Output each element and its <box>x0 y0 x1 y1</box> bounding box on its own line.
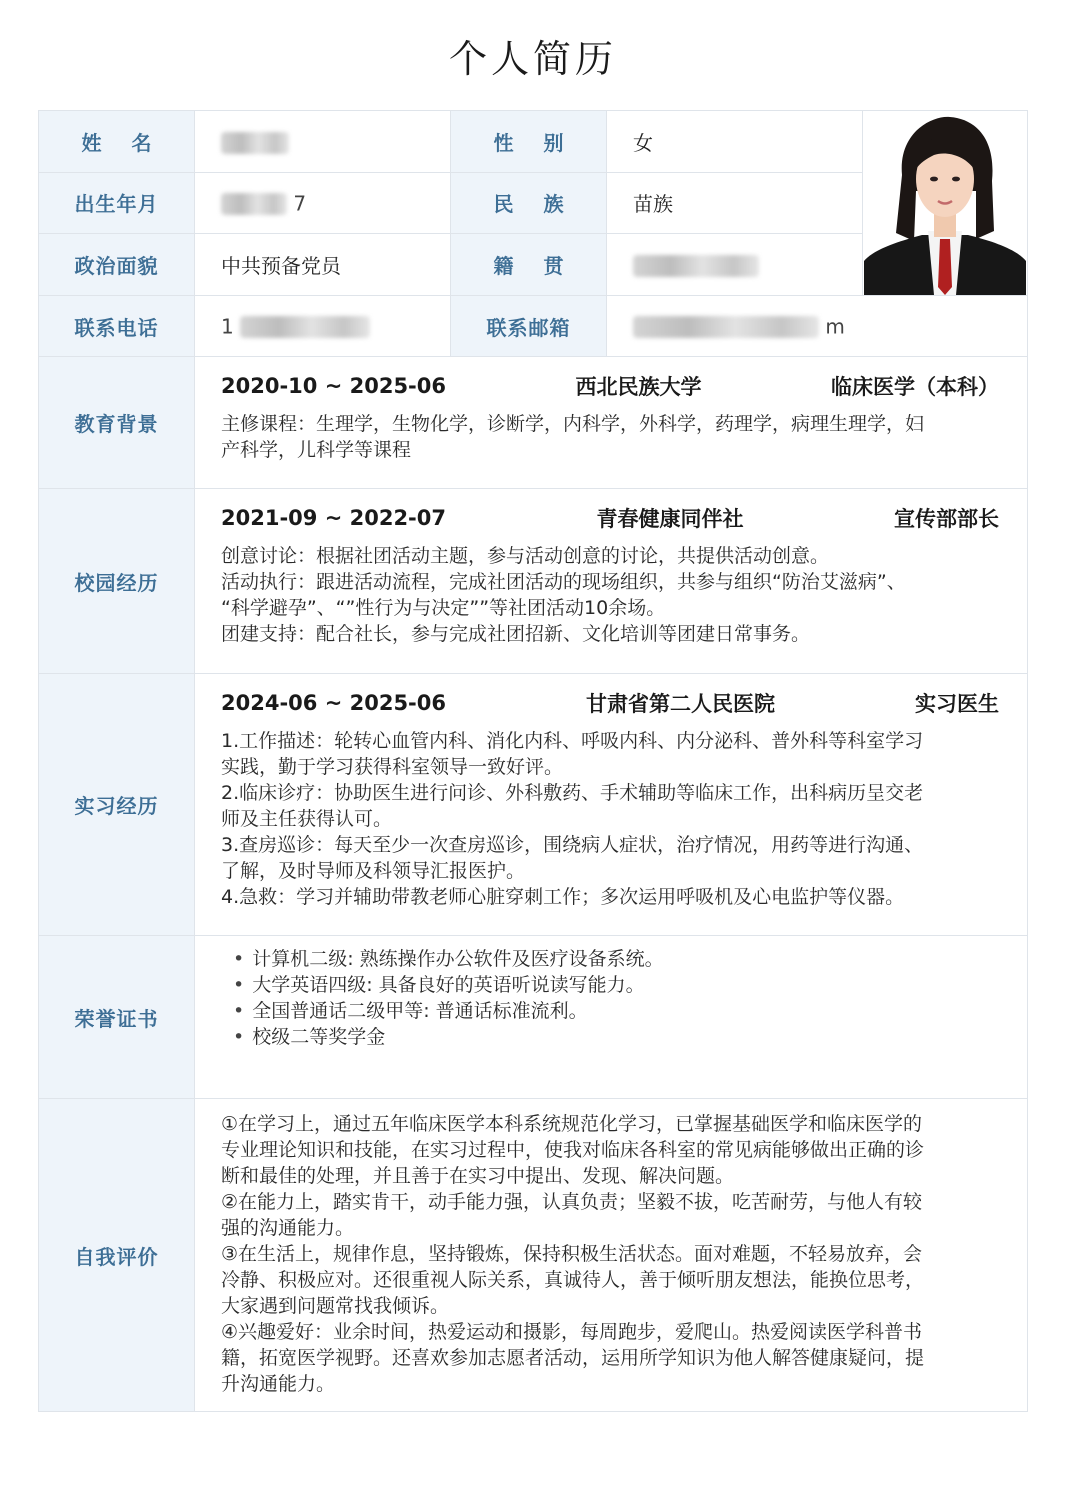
campus-org: 青春健康同伴社 <box>596 507 744 531</box>
text-line: 师及主任获得认可。 <box>221 808 393 830</box>
honors-label: 荣誉证书 <box>39 936 195 1099</box>
text-line: 3.查房巡诊：每天至少一次查房巡诊，围绕病人症状，治疗情况，用药等进行沟通、 <box>221 834 924 856</box>
internship-label: 实习经历 <box>39 674 195 936</box>
native-place-value <box>607 234 863 296</box>
text-line: 冷静、积极应对。还很重视人际关系，真诚待人，善于倾听朋友想法，能换位思考， <box>221 1269 925 1291</box>
email-value <box>607 296 1028 357</box>
text-line: 团建支持：配合社长，参与完成社团招新、文化培训等团建日常事务。 <box>221 623 811 645</box>
ethnicity-label: 民族 <box>451 172 607 234</box>
redacted-phone <box>240 316 370 338</box>
education-major: 临床医学（本科） <box>831 375 999 399</box>
phone-value <box>195 296 451 357</box>
internship-role: 实习医生 <box>915 692 999 716</box>
text-line: 创意讨论：根据社团活动主题，参与活动创意的讨论，共提供活动创意。 <box>221 545 830 567</box>
birth-label: 出生年月 <box>39 172 195 234</box>
email-tail: m <box>825 314 845 339</box>
resume-table <box>38 110 1028 1412</box>
campus-header <box>221 503 999 533</box>
profile-photo <box>864 111 1026 295</box>
birth-tail: 7 <box>293 191 307 216</box>
birth-value <box>195 172 451 234</box>
campus-label: 校园经历 <box>39 489 195 674</box>
text-line: 籍，拓宽医学视野。还喜欢参加志愿者活动，运用所学知识为他人解答健康疑问，提 <box>221 1347 925 1369</box>
internship-header <box>221 688 999 718</box>
text-line: “科学避孕”、“”性行为与决定””等社团活动10余场。 <box>221 597 666 619</box>
name-value <box>195 111 451 173</box>
redacted-name <box>221 132 289 154</box>
text-line: 大家遇到问题常找我倾诉。 <box>221 1295 450 1317</box>
redacted-native-place <box>633 255 759 277</box>
campus-period: 2021-09 ~ 2022-07 <box>221 506 446 530</box>
internship-org: 甘肃省第二人民医院 <box>586 692 775 716</box>
list-item: • 全国普通话二级甲等: 普通话标准流利。 <box>233 998 999 1024</box>
text-line: 活动执行：跟进活动流程，完成社团活动的现场组织，共参与组织“防治艾滋病”、 <box>221 571 906 593</box>
self-eval-text <box>221 1111 999 1397</box>
redacted-birth <box>221 193 287 215</box>
text-line: 强的沟通能力。 <box>221 1217 355 1239</box>
education-period: 2020-10 ~ 2025-06 <box>221 374 446 398</box>
list-item: • 大学英语四级: 具备良好的英语听说读写能力。 <box>233 972 999 998</box>
text-line: 4.急救：学习并辅助带教老师心脏穿刺工作；多次运用呼吸机及心电监护等仪器。 <box>221 886 905 908</box>
name-label: 姓名 <box>39 111 195 173</box>
internship-section <box>195 674 1028 936</box>
phone-label: 联系电话 <box>39 296 195 357</box>
education-courses <box>221 411 999 463</box>
campus-details <box>221 543 999 647</box>
self-eval-section <box>195 1099 1028 1412</box>
text-line: 1.工作描述：轮转心血管内科、消化内科、呼吸内科、内分泌科、普外科等科室学习 <box>221 730 924 752</box>
internship-details <box>221 728 999 910</box>
political-label: 政治面貌 <box>39 234 195 296</box>
text-line: ③在生活上，规律作息，坚持锻炼，保持积极生活状态。面对难题，不轻易放弃，会 <box>221 1243 923 1265</box>
self-eval-label: 自我评价 <box>39 1099 195 1412</box>
list-item: • 计算机二级: 熟练操作办公软件及医疗设备系统。 <box>233 946 999 972</box>
education-section <box>195 357 1028 489</box>
text-line: 断和最佳的处理，并且善于在实习中提出、发现、解决问题。 <box>221 1165 735 1187</box>
text-line: ②在能力上，踏实肯干，动手能力强，认真负责；坚毅不拔，吃苦耐劳，与他人有较 <box>221 1191 923 1213</box>
text-line: 2.临床诊疗：协助医生进行问诊、外科敷药、手术辅助等临床工作，出科病历呈交老 <box>221 782 924 804</box>
internship-period: 2024-06 ~ 2025-06 <box>221 691 446 715</box>
campus-section <box>195 489 1028 674</box>
text-line: 主修课程：生理学，生物化学，诊断学，内科学，外科学，药理学，病理生理学，妇 <box>221 413 925 435</box>
text-line: 产科学，儿科学等课程 <box>221 439 412 461</box>
page-title: 个人简历 <box>448 37 617 81</box>
list-item: • 校级二等奖学金 <box>233 1024 999 1050</box>
honors-list <box>221 946 999 1050</box>
ethnicity-value: 苗族 <box>607 172 863 234</box>
gender-value: 女 <box>607 111 863 173</box>
education-school: 西北民族大学 <box>575 375 702 399</box>
phone-head: 1 <box>221 314 234 339</box>
gender-label: 性别 <box>451 111 607 173</box>
political-value: 中共预备党员 <box>195 234 451 296</box>
portrait-photo-icon <box>864 111 1026 295</box>
photo-cell <box>863 111 1028 296</box>
text-line: 了解，及时导师及科领导汇报医护。 <box>221 860 526 882</box>
text-line: 升沟通能力。 <box>221 1373 336 1395</box>
native-place-label: 籍贯 <box>451 234 607 296</box>
text-line: ④兴趣爱好：业余时间，热爱运动和摄影，每周跑步，爱爬山。热爱阅读医学科普书 <box>221 1321 923 1343</box>
text-line: 实践，勤于学习获得科室领导一致好评。 <box>221 756 564 778</box>
education-label: 教育背景 <box>39 357 195 489</box>
campus-role: 宣传部部长 <box>894 507 999 531</box>
text-line: ①在学习上，通过五年临床医学本科系统规范化学习，已掌握基础医学和临床医学的 <box>221 1113 923 1135</box>
honors-section <box>195 936 1028 1099</box>
text-line: 专业理论知识和技能，在实习过程中，使我对临床各科室的常见病能够做出正确的诊 <box>221 1139 925 1161</box>
redacted-email <box>633 316 819 338</box>
education-header <box>221 371 999 401</box>
email-label: 联系邮箱 <box>451 296 607 357</box>
